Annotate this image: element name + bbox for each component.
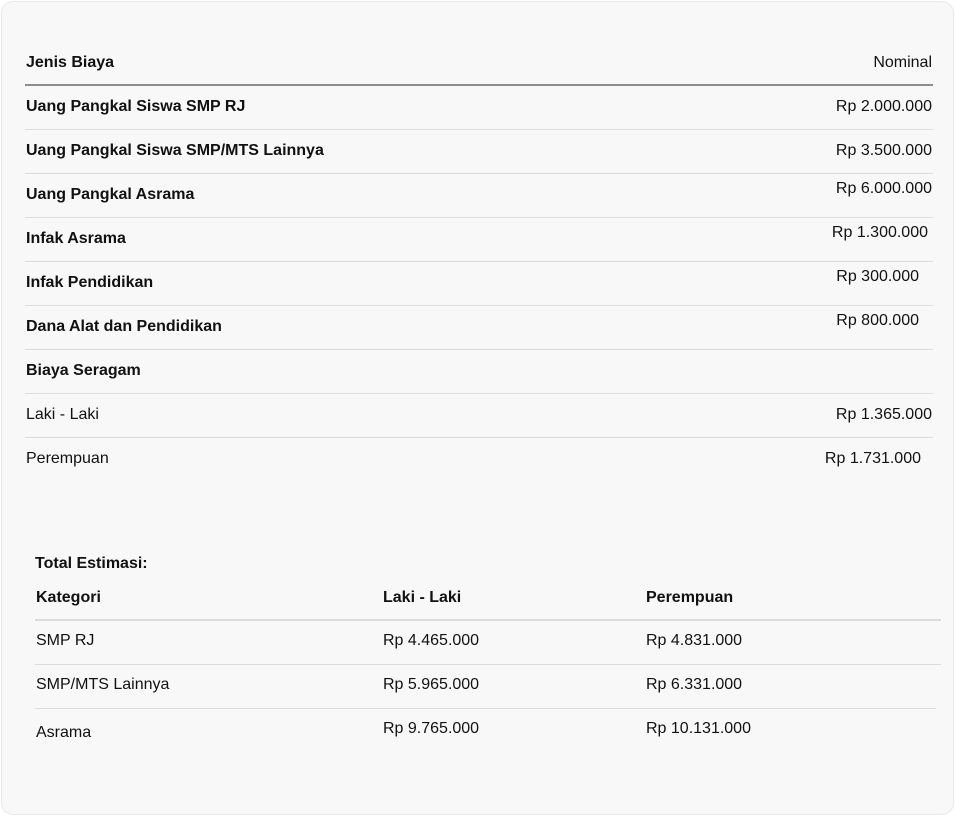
fee-name: Uang Pangkal Siswa SMP/MTS Lainnya [26,142,324,159]
fee-name: Infak Pendidikan [26,274,154,291]
table-row [35,665,936,709]
fee-amount: Rp 800.000 [836,312,919,329]
fee-row [25,86,933,130]
table-row [35,621,941,665]
fee-amount: Rp 2.000.000 [835,98,932,115]
column-kategori: Kategori [36,589,101,606]
perempuan-cell: Rp 6.331.000 [646,676,743,693]
laki-laki-cell: Rp 5.965.000 [383,676,480,693]
perempuan-cell: Rp 10.131.000 [646,720,751,737]
fee-row [25,130,933,174]
totals-title: Total Estimasi: [35,555,148,572]
fee-amount: Rp 1.731.000 [824,450,921,467]
fee-amount: Rp 6.000.000 [835,180,932,197]
table-row [35,709,941,752]
fee-name: Biaya Seragam [26,362,141,379]
fee-amount: Rp 3.500.000 [835,142,932,159]
category-cell: Asrama [36,724,92,741]
column-perempuan: Perempuan [646,589,734,606]
fee-name: Laki - Laki [26,406,99,423]
category-cell: SMP/MTS Lainnya [36,676,170,693]
fee-row [25,438,933,481]
fee-row [25,262,933,306]
fee-name: Perempuan [26,450,109,467]
fee-name: Infak Asrama [26,230,126,247]
fee-row [25,350,933,394]
header-jenis-biaya: Jenis Biaya [26,54,115,71]
fee-name: Uang Pangkal Siswa SMP RJ [26,98,246,115]
perempuan-cell: Rp 4.831.000 [646,632,743,649]
fee-name: Dana Alat dan Pendidikan [26,318,222,335]
category-cell: SMP RJ [36,632,95,649]
fee-table-header [25,42,933,86]
column-laki-laki: Laki - Laki [383,589,462,606]
fee-amount: Rp 300.000 [836,268,919,285]
fee-amount: Rp 1.300.000 [831,224,928,241]
fee-row [25,306,933,350]
totals-table-header [35,580,941,621]
fee-name: Uang Pangkal Asrama [26,186,195,203]
laki-laki-cell: Rp 9.765.000 [383,720,480,737]
fee-card [1,1,954,815]
fee-row [25,174,933,218]
fee-table [25,42,933,481]
header-nominal: Nominal [873,54,932,71]
fee-row [25,394,933,438]
fee-row [25,218,933,262]
totals-table [35,580,941,752]
fee-amount: Rp 1.365.000 [835,406,932,423]
laki-laki-cell: Rp 4.465.000 [383,632,480,649]
